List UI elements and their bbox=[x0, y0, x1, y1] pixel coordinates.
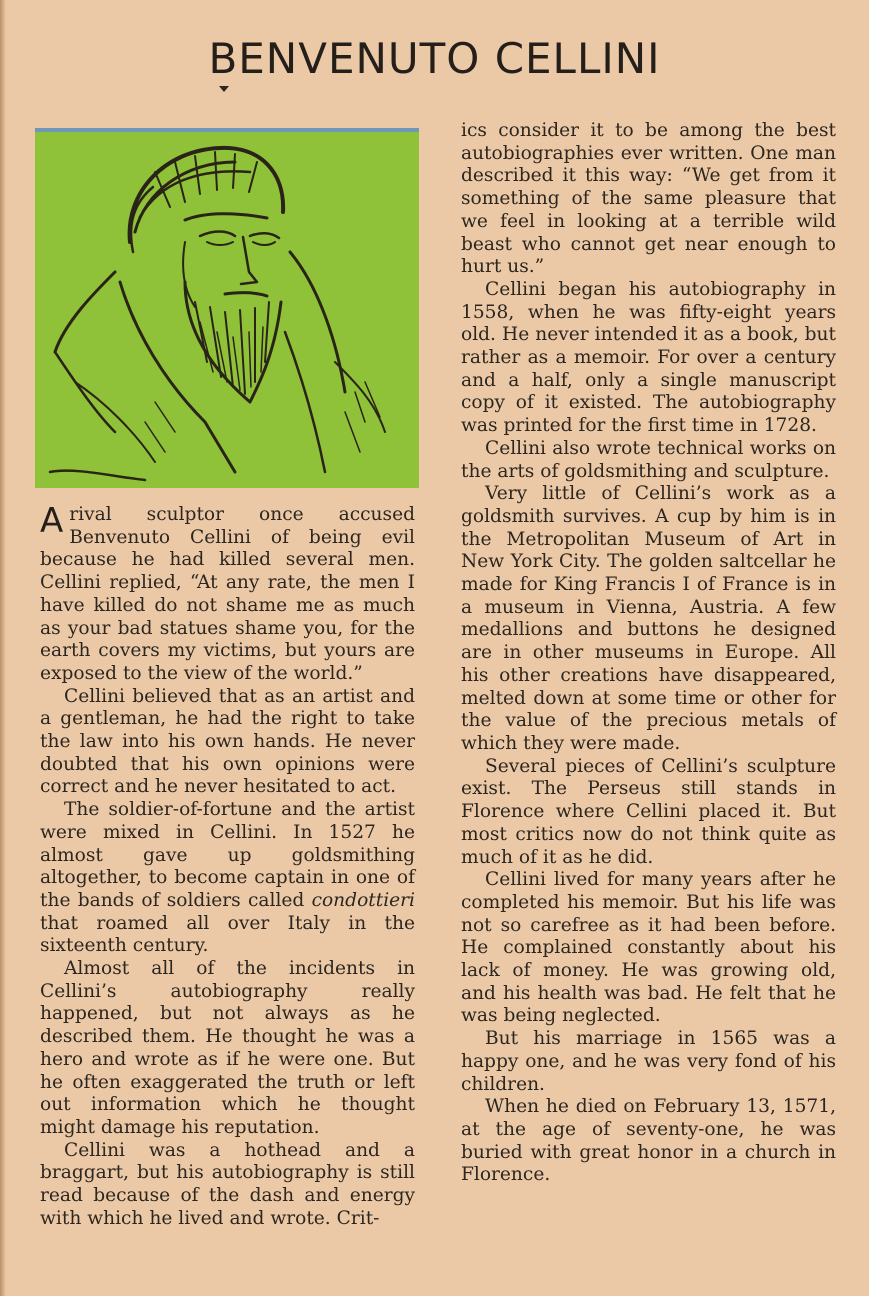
paragraph-9: Several pieces of Cellini’s sculpture exist. The Perseus still stands in Florence where Cellini placed it. But most critics now do not think quite as much of it as he did. bbox=[461, 755, 836, 868]
left-column bbox=[40, 501, 415, 1231]
paragraph-3-text-b: that roamed all over Italy in the sixteenth century. bbox=[40, 912, 415, 957]
paragraph-4: Almost all of the incidents in Cellini’s autobiography really happened, but not always as he described them. He thought he was a hero and wrote as if he were one. But he often exaggerated the truth or left out information which he thought might damage his reputation. bbox=[40, 958, 415, 1138]
paragraph-5-end: ics consider it to be among the best autobiographies ever written. One man described it this way: “We get from it something of the same pleasure that we feel in looking at a terrible wild beast who cannot get near enough to hurt us.” bbox=[461, 120, 836, 278]
paragraph-1 bbox=[40, 501, 415, 686]
paragraph-8: Very little of Cellini’s work as a goldsmith survives. A cup by him is in the Metropolitan Museum of Art in New York City. The golden saltcellar he made for King Francis I of France is in a museum in Vienna, Austria. A few medallions and buttons he designed are in other museums in Europe. All his other creations have disappeared, melted down at some time or other for the value of the precious metals of which they were made. bbox=[461, 483, 836, 754]
paragraph-5-start: Cellini was a hothead and a braggart, but his autobiography is still read because of the dash and energy with which he lived and wrote. Crit- bbox=[40, 1139, 415, 1229]
paragraph-1-text: rival sculptor once accused Benvenuto Cellini of being evil because he had killed several men. Cellini replied, “At any rate, the men I have killed do not shame me as much as your bad statues shame you, for the earth covers my victims, but yours are exposed to the view of the world.” bbox=[40, 504, 415, 684]
paragraph-10: Cellini lived for many years after he completed his memoir. But his life was not so carefree as it had been before. He complained constantly about his lack of money. He was growing old, and his health was bad. He felt that he was being neglected. bbox=[461, 869, 836, 1027]
paragraph-7: Cellini also wrote technical works on the arts of goldsmithing and sculpture. bbox=[461, 437, 836, 482]
paragraph-3-italic: condottieri bbox=[311, 889, 415, 911]
portrait-illustration-icon bbox=[35, 132, 419, 488]
title-mark-icon bbox=[219, 86, 229, 92]
paragraph-3-text-a: The soldier-of-fortune and the artist were mixed in Cellini. In 1527 he almost gave up goldsmithing altogether, to become captain in one of the bands of soldiers called bbox=[40, 799, 415, 911]
paragraph-6: Cellini began his autobiography in 1558, when he was fifty-eight years old. He never intended it as a book, but rather as a memoir. For over a century and a half, only a single manuscript copy of it existed. The autobiography was printed for the first time in 1728. bbox=[461, 278, 836, 437]
drop-cap: A bbox=[40, 501, 64, 541]
right-column bbox=[461, 120, 836, 1187]
paragraph-11: But his marriage in 1565 was a happy one, and he was very fond of his children. bbox=[461, 1028, 836, 1095]
page-title: BENVENUTO CELLINI bbox=[208, 34, 661, 83]
paragraph-2: Cellini believed that as an artist and a gentleman, he had the right to take the law into his own hands. He never doubted that his own opinions were correct and he never hesitated to act. bbox=[40, 685, 415, 798]
page-edge bbox=[0, 0, 6, 1296]
paragraph-12: When he died on February 13, 1571, at the age of seventy-one, he was buried with great honor in a church in Florence. bbox=[461, 1096, 836, 1186]
portrait-illustration bbox=[35, 128, 419, 488]
paragraph-3 bbox=[40, 799, 415, 958]
